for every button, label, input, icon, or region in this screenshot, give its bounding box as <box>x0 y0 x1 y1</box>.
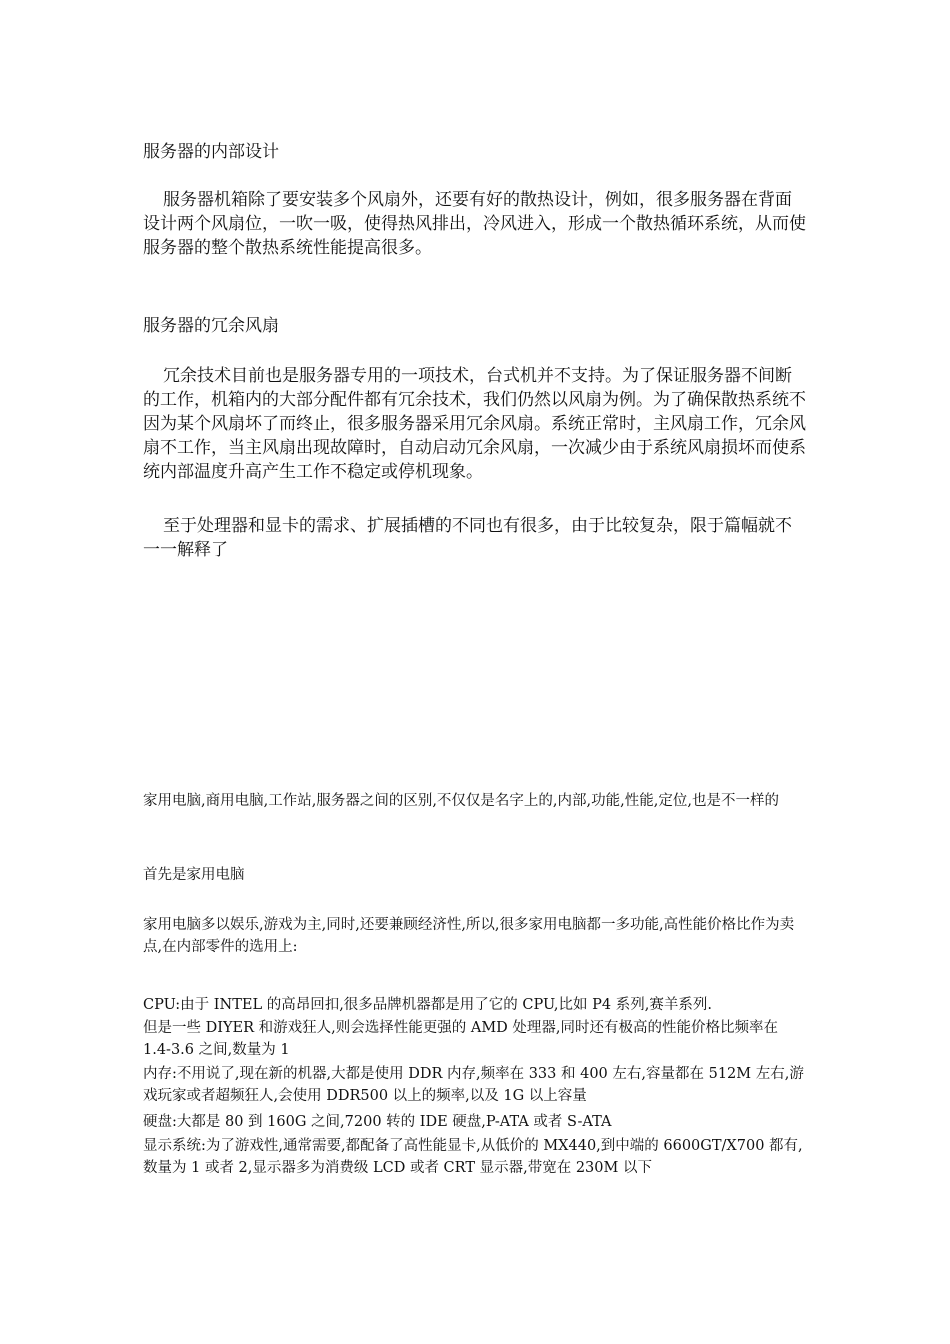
paragraph-internal-design: 服务器机箱除了要安装多个风扇外，还要有好的散热设计，例如，很多服务器在背面设计两个风扇位，一吹一吸，使得热风排出，冷风进入，形成一个散热循环系统，从而使服务器的整个散热系统性能提高很多。 <box>143 190 806 258</box>
line-cpu: CPU:由于 INTEL 的高昂回扣,很多品牌机器都是用了它的 CPU,比如 P4 系列,赛羊系列. <box>143 997 712 1013</box>
line-memory: 内存:不用说了,现在新的机器,大都是使用 DDR 内存,频率在 333 和 400 左右,容量都在 512M 左右,游戏玩家或者超频狂人,会使用 DDR500 以上的频率,以及 1G 以上容量 <box>143 1066 804 1104</box>
line-disk: 硬盘:大都是 80 到 160G 之间,7200 转的 IDE 硬盘,P-ATA 或者 S-ATA <box>143 1114 612 1130</box>
section-heading-redundant-fan: 服务器的冗余风扇 <box>143 316 279 336</box>
paragraph-pc-types-intro: 家用电脑,商用电脑,工作站,服务器之间的区别,不仅仅是名字上的,内部,功能,性能,定位,也是不一样的 <box>143 793 779 809</box>
paragraph-other-differences: 至于处理器和显卡的需求、扩展插槽的不同也有很多，由于比较复杂，限于篇幅就不一一解释了 <box>143 516 792 560</box>
paragraph-home-pc-desc: 家用电脑多以娱乐,游戏为主,同时,还要兼顾经济性,所以,很多家用电脑都一多功能,高性能价格比作为卖点,在内部零件的选用上: <box>143 917 795 955</box>
section-heading-internal-design: 服务器的内部设计 <box>143 142 279 162</box>
subheading-home-pc: 首先是家用电脑 <box>143 867 245 883</box>
paragraph-redundant-fan: 冗余技术目前也是服务器专用的一项技术，台式机并不支持。为了保证服务器不间断的工作，机箱内的大部分配件都有冗余技术，我们仍然以风扇为例。为了确保散热系统不因为某个风扇坏了而终止，很多服务器采用冗余风扇。系统正常时，主风扇工作，冗余风扇不工作，当主风扇出现故障时，自动启动冗余风扇，一次减少由于系统风扇损坏而使系统内部温度升高产生工作不稳定或停机现象。 <box>143 366 806 482</box>
line-display: 显示系统:为了游戏性,通常需要,都配备了高性能显卡,从低价的 MX440,到中端的 6600GT/X700 都有,数量为 1 或者 2,显示器多为消费级 LCD 或者 CRT 显示器,带宽在 230M 以下 <box>143 1138 803 1176</box>
line-cpu-amd: 但是一些 DIYER 和游戏狂人,则会选择性能更强的 AMD 处理器,同时还有极高的性能价格比频率在 1.4-3.6 之间,数量为 1 <box>143 1020 779 1058</box>
